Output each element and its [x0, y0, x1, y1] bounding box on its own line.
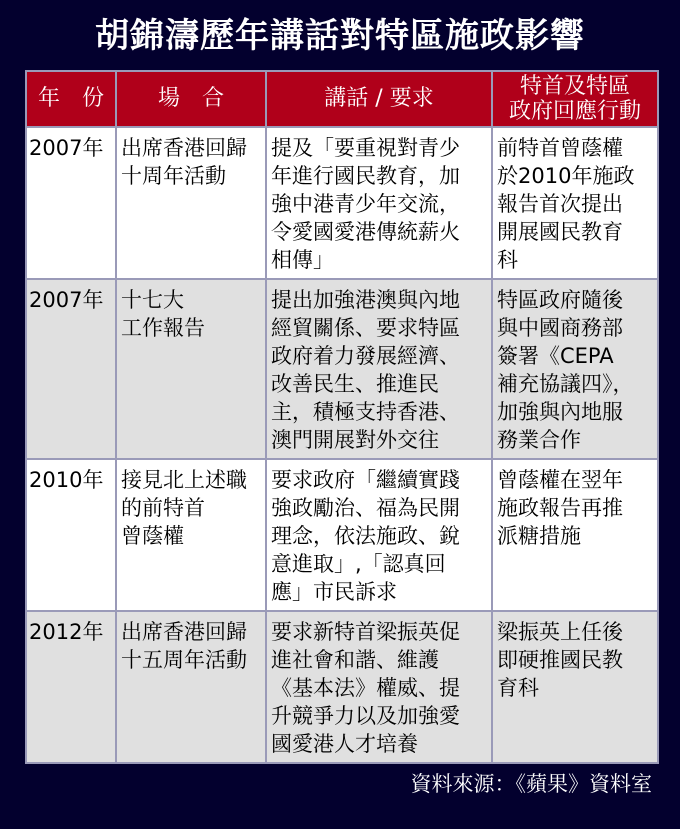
cell-year: 2010年 [26, 459, 116, 611]
cell-year: 2007年 [26, 127, 116, 279]
header-occasion: 場 合 [116, 71, 266, 127]
header-speech: 講話 / 要求 [266, 71, 492, 127]
cell-year: 2007年 [26, 279, 116, 459]
source-credit: 資料來源：《蘋果》資料室 [410, 772, 652, 796]
policy-table [25, 70, 659, 764]
header-response: 特首及特區 政府回應行動 [492, 71, 658, 127]
cell-year: 2012年 [26, 611, 116, 763]
cell-speech: 提及「要重視對青少 年進行國民教育，加 強中港青少年交流， 令愛國愛港傳統薪火 相傳」 [266, 127, 492, 279]
table-row [26, 459, 658, 611]
table-header-row [26, 71, 658, 127]
cell-speech: 要求政府「繼續實踐 強政勵治、福為民開 理念，依法施政、銳 意進取」,「認真回 應」市民訴求 [266, 459, 492, 611]
cell-response: 前特首曾蔭權 於2010年施政 報告首次提出 開展國民教育 科 [492, 127, 658, 279]
cell-response: 曾蔭權在翌年 施政報告再推 派糖措施 [492, 459, 658, 611]
page-title: 胡錦濤歷年講話對特區施政影響 [95, 16, 585, 56]
cell-occasion: 接見北上述職 的前特首 曾蔭權 [116, 459, 266, 611]
table-row [26, 279, 658, 459]
table-row [26, 127, 658, 279]
cell-response: 特區政府隨後 與中國商務部 簽署《CEPA 補充協議四》， 加強與內地服 務業合作 [492, 279, 658, 459]
cell-speech: 要求新特首梁振英促 進社會和諧、維護 《基本法》權威、提 升競爭力以及加強愛 國愛港人才培養 [266, 611, 492, 763]
cell-occasion: 出席香港回歸 十五周年活動 [116, 611, 266, 763]
cell-occasion: 出席香港回歸 十周年活動 [116, 127, 266, 279]
table-row [26, 611, 658, 763]
cell-response: 梁振英上任後 即硬推國民教 育科 [492, 611, 658, 763]
cell-speech: 提出加強港澳與內地 經貿關係、要求特區 政府着力發展經濟、 改善民生、推進民 主，積極支持香港、 澳門開展對外交往 [266, 279, 492, 459]
cell-occasion: 十七大 工作報告 [116, 279, 266, 459]
header-year: 年 份 [26, 71, 116, 127]
